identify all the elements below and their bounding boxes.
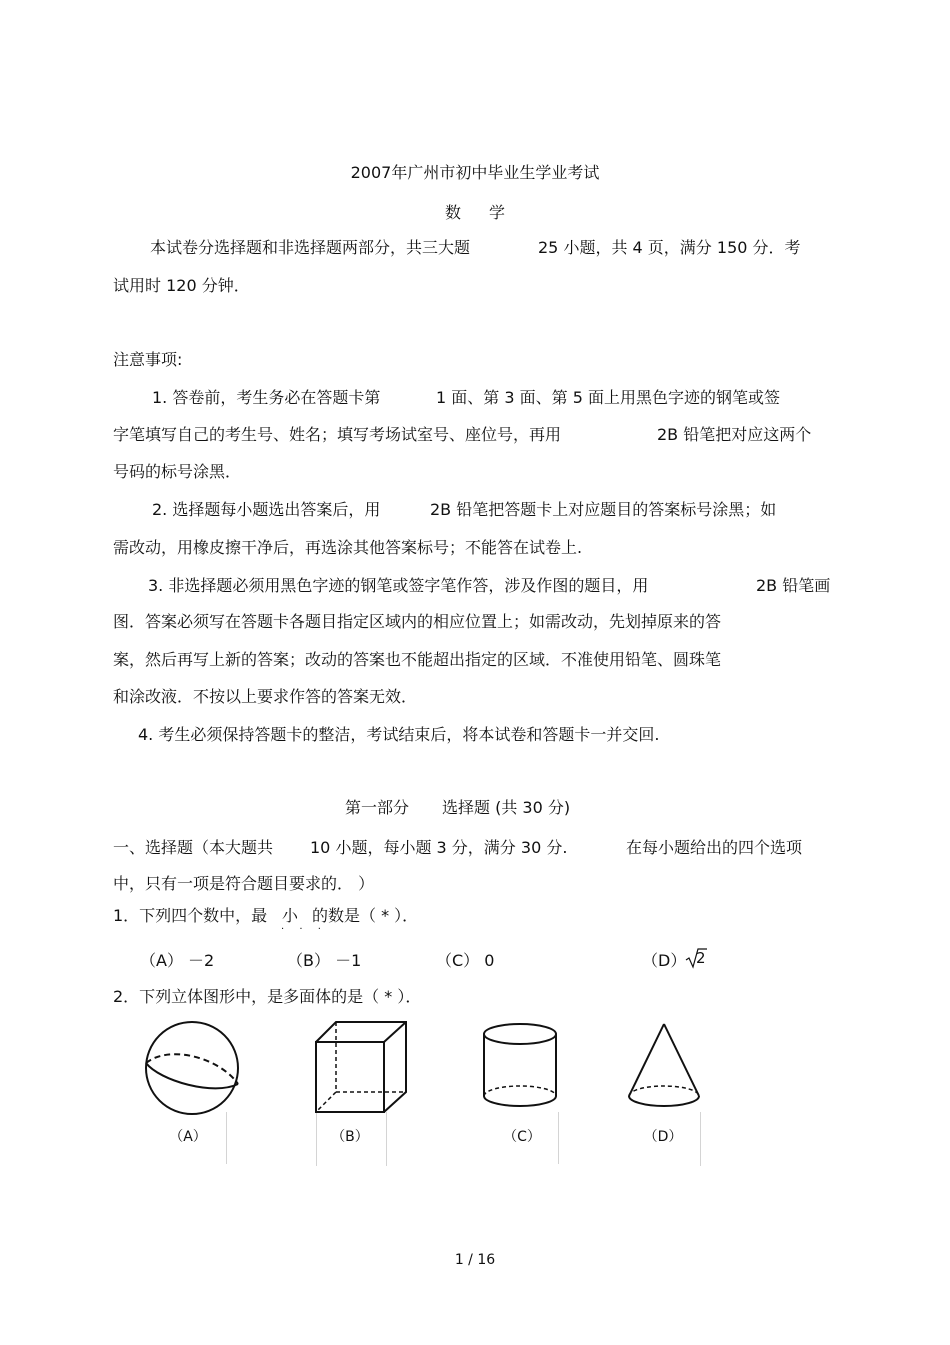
page-number: 1 / 16: [454, 1252, 496, 1268]
cube-icon: [310, 1016, 414, 1120]
cone-icon: [624, 1020, 704, 1112]
note-3-line-4: 和涂改液．不按以上要求作答的答案无效．: [113, 687, 418, 706]
intro-line-1a: 本试卷分选择题和非选择题两部分，共三大题: [150, 238, 471, 257]
section-1-line-2: 中，只有一项是符合题目要求的． ）: [113, 874, 375, 893]
note-1-line-1a: 1. 答卷前，考生务必在答题卡第: [152, 388, 381, 407]
q1-stem-a: 1．下列四个数中，最: [113, 906, 268, 925]
divider: [316, 1112, 317, 1166]
note-3-line-2: 图．答案必须写在答题卡各题目指定区域内的相应位置上；如需改动，先划掉原来的答: [113, 612, 722, 631]
note-3-line-1b: 2B 铅笔画: [756, 576, 831, 595]
divider: [558, 1112, 559, 1164]
q1-option-d: （D）: [642, 951, 687, 970]
part1-heading-b: 选择题 (共 30 分): [442, 798, 571, 817]
q2-label-a: （A）: [169, 1129, 207, 1145]
cylinder-icon: [478, 1020, 562, 1112]
q2-stem: 2．下列立体图形中，是多面体的是（ * ）．: [113, 987, 422, 1006]
note-3-line-1a: 3. 非选择题必须用黑色字迹的钢笔或签字笔作答，涉及作图的题目，用: [148, 576, 649, 595]
note-3-line-3: 案，然后再写上新的答案；改动的答案也不能超出指定的区域．不准使用铅笔、圆珠笔: [113, 650, 722, 669]
q1-option-b: （B） －1: [287, 951, 362, 970]
q1-stem-c: 的数是（ * ）．: [312, 906, 419, 925]
note-2-line-1b: 2B 铅笔把答题卡上对应题目的答案标号涂黑；如: [430, 500, 777, 519]
q1-option-a: （A） －2: [140, 951, 215, 970]
subject-title: 数学: [444, 203, 533, 222]
sqrt-radicand: 2: [696, 949, 706, 967]
part1-heading-a: 第一部分: [345, 798, 410, 817]
intro-line-2: 试用时 120 分钟．: [113, 276, 250, 295]
note-4: 4. 考生必须保持答题卡的整洁，考试结束后，将本试卷和答题卡一并交回.: [138, 725, 660, 744]
note-1-line-3: 号码的标号涂黑．: [113, 462, 242, 481]
intro-line-1b: 25 小题，共 4 页，满分 150 分．考: [538, 238, 801, 257]
note-1-line-2b: 2B 铅笔把对应这两个: [657, 425, 812, 444]
section-1-line-1c: 在每小题给出的四个选项: [626, 838, 803, 857]
q2-label-b: （B）: [331, 1129, 369, 1145]
q1-stem-emphasis: 小: [282, 906, 299, 925]
sqrt-expression: [684, 946, 708, 974]
q2-label-d: （D）: [643, 1129, 683, 1145]
section-1-line-1a: 一、选择题（本大题共: [113, 838, 274, 857]
note-2-line-1a: 2. 选择题每小题选出答案后，用: [152, 500, 381, 519]
sphere-icon: [140, 1016, 244, 1120]
notes-heading: 注意事项:: [113, 350, 183, 369]
note-1-line-1b: 1 面、第 3 面、第 5 面上用黑色字迹的钢笔或签: [436, 388, 780, 407]
q1-option-c: （C） 0: [436, 951, 495, 970]
q2-label-c: （C）: [503, 1129, 541, 1145]
divider: [386, 1112, 387, 1166]
section-1-line-1b: 10 小题，每小题 3 分，满分 30 分.: [310, 838, 568, 857]
exam-title: 2007年广州市初中毕业生学业考试: [350, 163, 600, 182]
note-1-line-2a: 字笔填写自己的考生号、姓名；填写考场试室号、座位号，再用: [113, 425, 562, 444]
divider: [700, 1112, 701, 1166]
note-2-line-2: 需改动，用橡皮擦干净后，再选涂其他答案标号；不能答在试卷上.: [113, 538, 583, 557]
emphasis-dots: · · ·: [281, 924, 327, 935]
